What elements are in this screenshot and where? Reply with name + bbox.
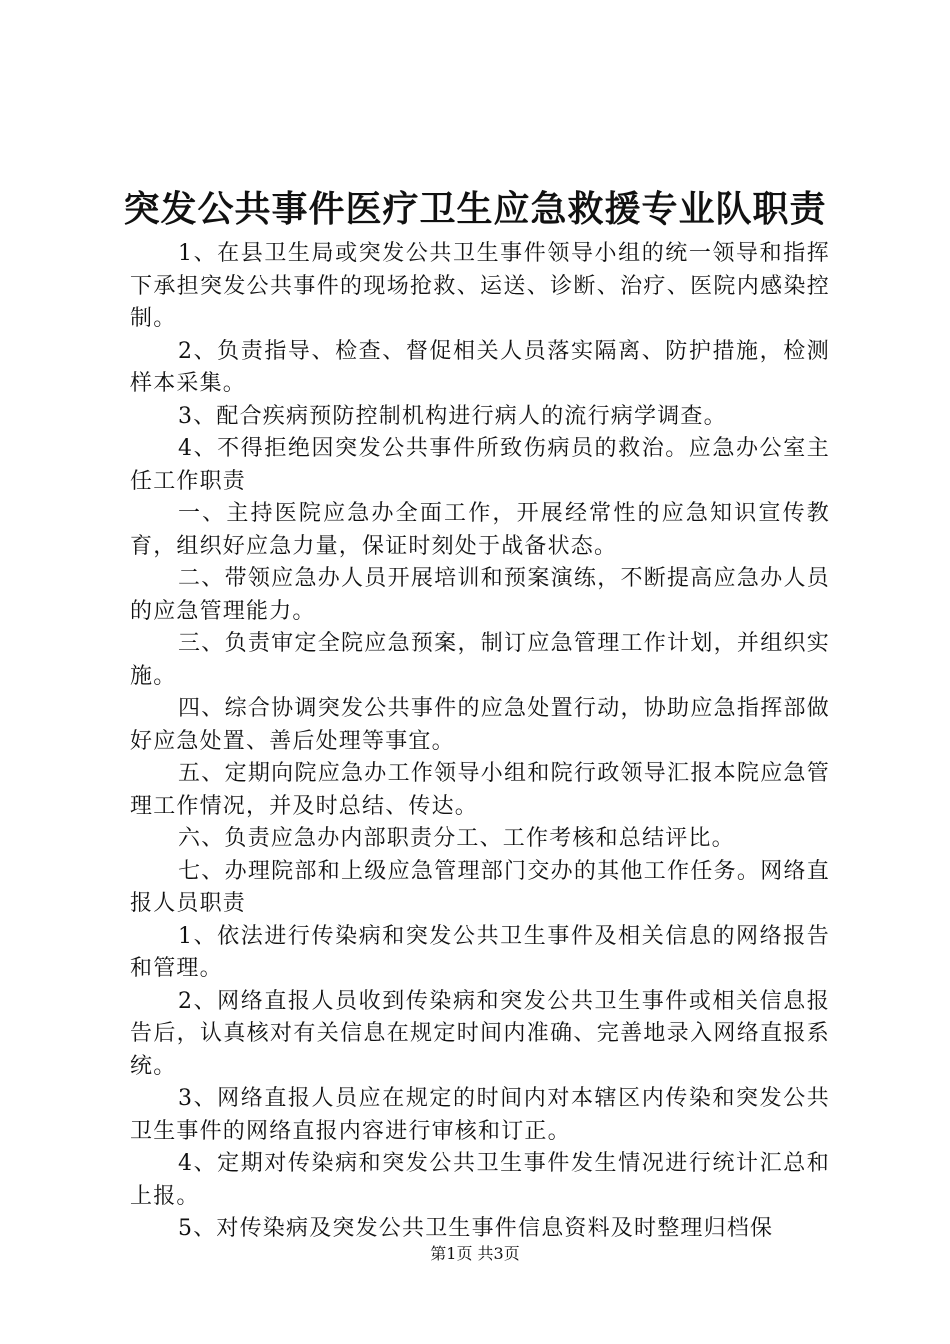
document-title: 突发公共事件医疗卫生应急救援专业队职责 bbox=[123, 188, 827, 230]
paragraph: 4、定期对传染病和突发公共卫生事件发生情况进行统计汇总和上报。 bbox=[130, 1151, 830, 1209]
paragraph: 六、负责应急办内部职责分工、工作考核和总结评比。 bbox=[178, 826, 735, 851]
page-number-footer: 第1页 共3页 bbox=[430, 1244, 520, 1263]
paragraph: 5、对传染病及突发公共卫生事件信息资料及时整理归档保 bbox=[178, 1216, 774, 1241]
paragraph: 七、办理院部和上级应急管理部门交办的其他工作任务。网络直报人员职责 bbox=[130, 858, 830, 916]
paragraph: 四、综合协调突发公共事件的应急处置行动，协助应急指挥部做好应急处置、善后处理等事宜。 bbox=[130, 696, 830, 754]
paragraph: 五、定期向院应急办工作领导小组和院行政领导汇报本院应急管理工作情况，并及时总结、传达。 bbox=[130, 761, 830, 819]
paragraph: 3、网络直报人员应在规定的时间内对本辖区内传染和突发公共卫生事件的网络直报内容进行审核和订正。 bbox=[130, 1086, 830, 1144]
paragraph: 1、在县卫生局或突发公共卫生事件领导小组的统一领导和指挥下承担突发公共事件的现场抢救、运送、诊断、治疗、医院内感染控制。 bbox=[130, 241, 830, 331]
paragraph: 三、负责审定全院应急预案，制订应急管理工作计划，并组织实施。 bbox=[130, 631, 830, 689]
paragraph: 3、配合疾病预防控制机构进行病人的流行病学调查。 bbox=[178, 403, 727, 429]
paragraph: 一、主持医院应急办全面工作，开展经常性的应急知识宣传教育，组织好应急力量，保证时刻处于战备状态。 bbox=[130, 501, 830, 559]
paragraph: 4、不得拒绝因突发公共事件所致伤病员的救治。应急办公室主任工作职责 bbox=[130, 436, 830, 494]
paragraph: 1、依法进行传染病和突发公共卫生事件及相关信息的网络报告和管理。 bbox=[130, 923, 830, 981]
paragraph: 2、负责指导、检查、督促相关人员落实隔离、防护措施，检测样本采集。 bbox=[130, 338, 830, 396]
paragraph: 二、带领应急办人员开展培训和预案演练，不断提高应急办人员的应急管理能力。 bbox=[130, 566, 830, 624]
paragraph: 2、网络直报人员收到传染病和突发公共卫生事件或相关信息报告后，认真核对有关信息在规定时间内准确、完善地录入网络直报系统。 bbox=[130, 988, 830, 1079]
document-body bbox=[130, 238, 830, 1246]
